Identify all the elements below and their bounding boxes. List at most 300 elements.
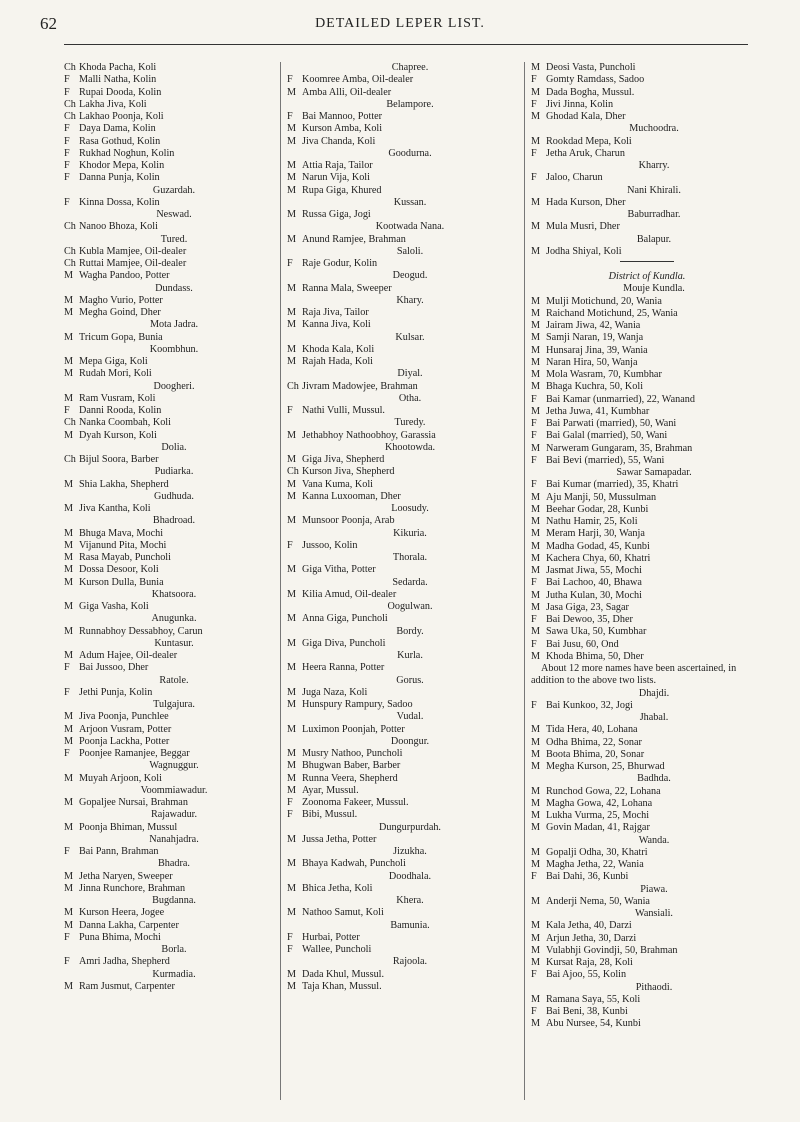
gender-code: F: [531, 577, 537, 589]
list-entry: [64, 564, 270, 576]
gender-code: M: [287, 319, 297, 331]
entry-text: Nanka Coombah, Koli: [79, 417, 171, 429]
gender-code: M: [531, 650, 541, 662]
place-heading: Ratole.: [159, 674, 189, 686]
gender-code: M: [64, 564, 74, 576]
gender-code: M: [531, 111, 541, 122]
gender-code: Ch: [287, 466, 299, 478]
list-entry: [64, 907, 270, 919]
gender-code: M: [531, 381, 541, 393]
list-entry: [287, 454, 519, 466]
list-entry: [287, 858, 519, 870]
entry-text: Munsoor Poonja, Arab: [302, 515, 395, 527]
list-entry: [531, 786, 763, 798]
gender-code: F: [287, 111, 293, 122]
list-entry: [287, 123, 519, 135]
entry-text: Dada Bogha, Mussul.: [546, 86, 635, 98]
list-entry: [531, 296, 763, 308]
list-entry: [287, 479, 519, 491]
entry-text: Koomree Amba, Oil-dealer: [302, 74, 414, 86]
gender-code: M: [287, 980, 297, 992]
entry-text: Jivi Jinna, Kolin: [546, 98, 614, 110]
gender-code: M: [531, 320, 541, 331]
list-entry: [287, 234, 519, 246]
list-entry: [531, 406, 763, 418]
gender-code: M: [287, 454, 297, 465]
list-entry: [531, 602, 763, 614]
list-entry: [64, 197, 270, 209]
place-heading: Doongur.: [390, 735, 430, 747]
list-entry: [287, 613, 519, 625]
entry-text: Jussa Jetha, Potter: [302, 833, 377, 845]
place-heading: Baburradhar.: [627, 209, 681, 220]
list-entry: [287, 185, 519, 197]
gender-code: M: [531, 86, 541, 98]
list-entry: [531, 516, 763, 528]
gender-code: Ch: [287, 380, 299, 392]
gender-code: M: [531, 797, 541, 809]
entry-text: Arjoon Vusram, Potter: [79, 723, 172, 735]
gender-code: M: [64, 552, 74, 563]
entry-text: Megha Kurson, 25, Bhurwad: [546, 761, 665, 772]
gender-code: M: [287, 564, 297, 576]
entry-text: Bai Bevi (married), 55, Wani: [546, 454, 665, 466]
gender-code: M: [64, 711, 74, 723]
note-text: About 12 more names have been ascertained, in addition to the above two lists.: [531, 663, 737, 687]
entry-text: Amba Alli, Oil-dealer: [302, 86, 392, 98]
place-heading: Goodurna.: [388, 147, 432, 159]
gender-code: Ch: [64, 62, 76, 73]
list-entry: [64, 62, 270, 74]
entry-text: Bai Dahi, 36, Kunbi: [546, 871, 629, 883]
list-entry: [287, 160, 519, 172]
gender-code: M: [531, 895, 541, 907]
entry-text: Runchod Gowa, 22, Lohana: [546, 785, 661, 797]
place-heading: Pithaodi.: [635, 981, 673, 993]
entry-text: Khoda Pacha, Koli: [79, 62, 157, 73]
gender-code: M: [531, 62, 541, 73]
entry-text: Arjun Jetha, 30, Darzi: [546, 932, 637, 944]
list-entry: [531, 871, 763, 883]
list-entry: [64, 540, 270, 552]
entry-text: Kubla Mamjee, Oil-dealer: [79, 245, 187, 257]
gender-code: M: [287, 429, 297, 441]
entry-text: Ruttai Mamjee, Oil-dealer: [79, 258, 187, 269]
entry-text: Nathi Vulli, Mussul.: [302, 405, 385, 416]
gender-code: M: [531, 369, 541, 380]
list-entry: [531, 1018, 763, 1030]
entry-text: Deosi Vasta, Puncholi: [546, 62, 636, 73]
entry-text: Bai Jussoo, Dher: [79, 662, 149, 674]
gender-code: M: [531, 356, 541, 368]
entry-text: Bai Pann, Brahman: [79, 846, 159, 857]
list-entry: [64, 577, 270, 589]
list-entry: [287, 136, 519, 148]
list-entry: [531, 381, 763, 393]
entry-text: Wallee, Puncholi: [302, 944, 372, 955]
entry-text: Sawa Uka, 50, Kumbhar: [546, 626, 647, 638]
place-heading: Voommiawadur.: [140, 784, 208, 796]
entry-text: Bhuga Mava, Mochi: [79, 527, 164, 539]
entry-text: Bai Kunkoo, 32, Jogi: [546, 699, 633, 711]
entry-text: Lukha Vurma, 25, Mochi: [546, 810, 650, 821]
entry-text: Bai Jusu, 60, Ond: [546, 638, 619, 650]
list-entry: [531, 111, 763, 123]
entry-text: Rajah Hada, Koli: [302, 356, 374, 367]
list-entry: [287, 748, 519, 760]
entry-text: Bhica Jetha, Koli: [302, 882, 373, 894]
list-entry: [287, 491, 519, 503]
gender-code: M: [287, 172, 297, 184]
list-entry: [531, 357, 763, 369]
entry-text: Raje Godur, Kolin: [302, 258, 378, 269]
entry-text: Runna Veera, Shepherd: [302, 772, 398, 784]
gender-code: F: [64, 405, 70, 416]
gender-code: F: [531, 614, 537, 625]
entry-text: Poonja Lackha, Potter: [79, 735, 170, 747]
gender-code: F: [64, 662, 70, 674]
list-entry: [531, 639, 763, 651]
list-entry: [287, 883, 519, 895]
gender-code: F: [64, 686, 70, 698]
gender-code: M: [531, 626, 541, 638]
gender-code: M: [287, 478, 297, 490]
entry-text: Musry Nathoo, Puncholi: [302, 748, 403, 759]
list-entry: [531, 761, 763, 773]
gender-code: M: [287, 748, 297, 759]
place-heading: Kikuria.: [393, 527, 427, 539]
entry-text: Magha Jetha, 22, Wania: [546, 859, 644, 870]
gender-code: M: [287, 968, 297, 980]
list-entry: [531, 737, 763, 749]
entry-text: Kursat Raja, 28, Koli: [546, 957, 633, 968]
entry-text: Hurbai, Potter: [302, 931, 360, 943]
place-heading: Dhajdi.: [638, 687, 670, 699]
place-heading: Kussan.: [393, 196, 427, 208]
entry-text: Govin Madan, 41, Rajgar: [546, 822, 650, 834]
gender-code: M: [531, 810, 541, 821]
list-entry: [287, 209, 519, 221]
gender-code: M: [64, 294, 74, 306]
gender-code: F: [531, 638, 537, 650]
gender-code: F: [531, 98, 537, 110]
list-entry: [64, 846, 270, 858]
gender-code: M: [531, 528, 541, 540]
gender-code: M: [287, 637, 297, 649]
list-entry: [531, 99, 763, 111]
list-entry: [531, 455, 763, 467]
entry-text: Naran Hira, 50, Wanja: [546, 356, 638, 368]
list-entry: [531, 479, 763, 491]
entry-text: Mola Wasram, 70, Kumbhar: [546, 369, 662, 380]
entry-text: Bai Parwati (married), 50, Wani: [546, 418, 677, 429]
list-entry: [64, 920, 270, 932]
list-entry: [64, 295, 270, 307]
entry-text: Anderji Nema, 50, Wania: [546, 895, 650, 907]
list-entry: [531, 136, 763, 148]
entry-text: Vana Kuma, Koli: [302, 478, 374, 490]
list-entry: [531, 308, 763, 320]
place-heading: Neswad.: [156, 209, 192, 220]
gender-code: F: [287, 405, 293, 416]
gender-code: M: [287, 907, 297, 919]
place-heading: Anugunka.: [151, 613, 197, 625]
list-entry: [287, 515, 519, 527]
list-entry: [64, 74, 270, 86]
gender-code: M: [64, 797, 74, 808]
list-entry: [531, 994, 763, 1006]
gender-code: M: [64, 503, 74, 514]
list-entry: [287, 834, 519, 846]
list-entry: [64, 883, 270, 895]
gender-code: F: [64, 86, 70, 98]
list-entry: [64, 479, 270, 491]
gender-code: Ch: [64, 417, 76, 429]
list-entry: [531, 62, 763, 74]
list-entry: [64, 650, 270, 662]
list-entry: [287, 344, 519, 356]
gender-code: F: [64, 135, 70, 147]
entry-text: Giga Vitha, Potter: [302, 564, 376, 576]
gender-code: F: [64, 196, 70, 208]
entry-text: Kinna Dossa, Kolin: [79, 196, 160, 208]
list-entry: [287, 969, 519, 981]
list-entry: [64, 246, 270, 258]
place-heading: Wagnuggur.: [149, 760, 199, 772]
entry-text: Abu Nursee, 54, Kunbi: [546, 1018, 641, 1030]
page-number: 62: [40, 14, 57, 33]
place-heading: Doogheri.: [153, 380, 195, 392]
gender-code: M: [64, 882, 74, 894]
gender-code: F: [287, 539, 293, 551]
place-heading: Jhabal.: [639, 712, 669, 723]
gender-code: M: [287, 515, 297, 527]
entry-text: Raja Jiva, Tailor: [302, 307, 369, 318]
list-entry: [531, 492, 763, 504]
gender-code: F: [287, 931, 293, 943]
entry-text: Danna Lakha, Carpenter: [79, 919, 179, 931]
place-heading: Mouje Kundla.: [623, 283, 685, 295]
gender-code: F: [531, 418, 537, 429]
list-entry: [64, 136, 270, 148]
entry-text: Meram Harji, 30, Wanja: [546, 528, 645, 540]
place-heading: Bordy.: [396, 625, 424, 637]
gender-code: Ch: [64, 258, 76, 269]
place-heading: Kootwada Nana.: [375, 221, 445, 233]
gender-code: M: [287, 123, 297, 135]
list-entry: [531, 221, 763, 233]
list-entry: [531, 418, 763, 430]
running-title: DETAILED LEPER LIST.: [315, 16, 485, 31]
list-entry: [64, 270, 270, 282]
gender-code: M: [287, 209, 297, 220]
entry-text: Mula Musri, Dher: [546, 221, 620, 233]
gender-code: M: [531, 442, 541, 454]
entry-text: Kanna Jiva, Koli: [302, 319, 371, 331]
place-heading: Bhadroad.: [152, 515, 196, 527]
gender-code: M: [531, 957, 541, 968]
list-entry: [64, 111, 270, 123]
section-separator: [620, 261, 674, 262]
gender-code: M: [287, 833, 297, 845]
column-3: [524, 62, 763, 1100]
place-heading: Gorus.: [396, 674, 424, 686]
entry-text: Jodha Shiyal, Koli: [546, 245, 622, 257]
list-entry: [64, 871, 270, 883]
entry-text: Bai Lachoo, 40, Bhawa: [546, 577, 642, 589]
place-heading: Borla.: [161, 944, 187, 955]
gender-code: M: [531, 344, 541, 356]
gender-code: M: [531, 196, 541, 208]
place-heading: Bamunia.: [390, 919, 430, 931]
list-entry: [64, 332, 270, 344]
gender-code: F: [64, 147, 70, 159]
entry-text: Vijanund Pita, Mochi: [79, 539, 167, 551]
entry-text: Ram Vusram, Koli: [79, 392, 156, 404]
place-heading: Balapur.: [636, 233, 672, 245]
gender-code: M: [531, 332, 541, 344]
gender-code: F: [287, 258, 293, 269]
entry-text: Rupai Dooda, Kolin: [79, 86, 162, 98]
place-heading: Guzardah.: [152, 184, 196, 196]
list-entry: [287, 172, 519, 184]
entry-text: Muyah Arjoon, Koli: [79, 772, 162, 784]
entry-text: Giga Jiva, Shepherd: [302, 454, 385, 465]
list-entry: [531, 74, 763, 86]
place-heading: Doodhala.: [388, 870, 432, 882]
header-rule: [64, 44, 748, 45]
list-entry: [64, 748, 270, 760]
gender-code: M: [64, 539, 74, 551]
gender-code: M: [531, 589, 541, 601]
list-entry: [531, 320, 763, 332]
list-entry: [287, 74, 519, 86]
place-heading: Khootowda.: [384, 441, 436, 453]
list-entry: [531, 443, 763, 455]
list-entry: [531, 626, 763, 638]
list-entry: [287, 319, 519, 331]
gender-code: M: [64, 919, 74, 931]
list-entry: [531, 920, 763, 932]
entry-text: Narweram Gungaram, 35, Brahman: [546, 442, 693, 454]
place-heading: Koombhun.: [149, 343, 199, 355]
entry-text: Ranna Mala, Sweeper: [302, 282, 392, 294]
list-entry: [64, 503, 270, 515]
list-entry: [531, 430, 763, 442]
entry-text: Anund Ramjee, Brahman: [302, 233, 406, 245]
place-heading: Vudal.: [396, 711, 424, 723]
gender-code: M: [64, 625, 74, 637]
list-entry: [531, 553, 763, 565]
list-entry: [64, 307, 270, 319]
gender-code: M: [64, 307, 74, 318]
gender-code: F: [64, 956, 70, 968]
entry-text: Bibi, Mussul.: [302, 809, 358, 821]
gender-code: F: [531, 430, 537, 442]
gender-code: M: [64, 735, 74, 747]
entry-text: Bai Galal (married), 50, Wani: [546, 430, 668, 442]
list-entry: [531, 590, 763, 602]
place-heading: Kurla.: [397, 650, 423, 661]
gender-code: M: [287, 699, 297, 710]
place-heading: Thorala.: [392, 552, 428, 563]
list-entry: [531, 504, 763, 516]
place-heading: Rajawadur.: [150, 809, 198, 821]
gender-code: M: [287, 772, 297, 784]
entry-text: Jethabhoy Nathoobhoy, Garassia: [302, 429, 436, 441]
place-heading: Kuntasur.: [154, 637, 194, 649]
entry-text: Giga Vasha, Koli: [79, 601, 149, 612]
gender-code: M: [531, 785, 541, 797]
entry-text: Rudah Mori, Koli: [79, 368, 152, 380]
list-entry: [64, 123, 270, 135]
gender-code: M: [531, 748, 541, 760]
list-entry: [531, 565, 763, 577]
gender-code: M: [64, 392, 74, 404]
gender-code: F: [64, 172, 70, 184]
gender-code: M: [64, 870, 74, 882]
gender-code: M: [531, 859, 541, 870]
gender-code: M: [287, 343, 297, 355]
gender-code: M: [287, 307, 297, 318]
gender-code: M: [64, 527, 74, 539]
entry-text: Bhugwan Baber, Barber: [302, 760, 401, 772]
gender-code: M: [287, 760, 297, 772]
gender-code: M: [287, 613, 297, 625]
entry-text: Gopaljee Nursai, Brahman: [79, 797, 188, 808]
place-heading: Wanda.: [638, 834, 670, 846]
gender-code: F: [64, 931, 70, 943]
place-heading: Oogulwan.: [387, 601, 433, 612]
list-entry: [531, 87, 763, 99]
place-heading: Khera.: [396, 895, 424, 906]
gender-code: M: [64, 331, 74, 343]
list-entry: [531, 724, 763, 736]
entry-text: Beehar Godar, 28, Kunbi: [546, 503, 649, 515]
gender-code: F: [531, 699, 537, 711]
list-entry: [287, 809, 519, 821]
list-entry: [64, 687, 270, 699]
entry-text: Jasmat Jiwa, 55, Mochi: [546, 565, 642, 576]
entry-text: Bhaya Kadwah, Puncholi: [302, 858, 406, 870]
entry-text: Giga Diva, Puncholi: [302, 637, 386, 649]
gender-code: M: [531, 307, 541, 319]
gender-code: M: [531, 295, 541, 307]
gender-code: M: [287, 135, 297, 147]
gender-code: M: [531, 135, 541, 147]
list-entry: [531, 700, 763, 712]
entry-text: Rupa Giga, Khured: [302, 184, 382, 196]
place-heading: Gudhuda.: [154, 490, 194, 502]
list-entry: [287, 785, 519, 797]
entry-text: Attia Raja, Tailor: [302, 160, 373, 171]
place-heading: Tulgajura.: [153, 699, 195, 710]
entry-text: Bai Mannoo, Potter: [302, 111, 383, 122]
place-heading: Badhda.: [637, 773, 671, 785]
gender-code: M: [531, 1018, 541, 1030]
gender-code: M: [64, 429, 74, 441]
gender-code: F: [531, 393, 537, 405]
entry-text: Daya Dama, Kolin: [79, 123, 156, 135]
list-entry: [287, 307, 519, 319]
leper-list: [64, 62, 754, 1112]
gender-code: M: [64, 723, 74, 735]
list-entry: [64, 417, 270, 429]
place-heading: Khary.: [396, 294, 424, 306]
gender-code: M: [287, 858, 297, 870]
place-heading: Deogud.: [392, 270, 428, 282]
place-heading: Kurmadia.: [152, 968, 196, 980]
